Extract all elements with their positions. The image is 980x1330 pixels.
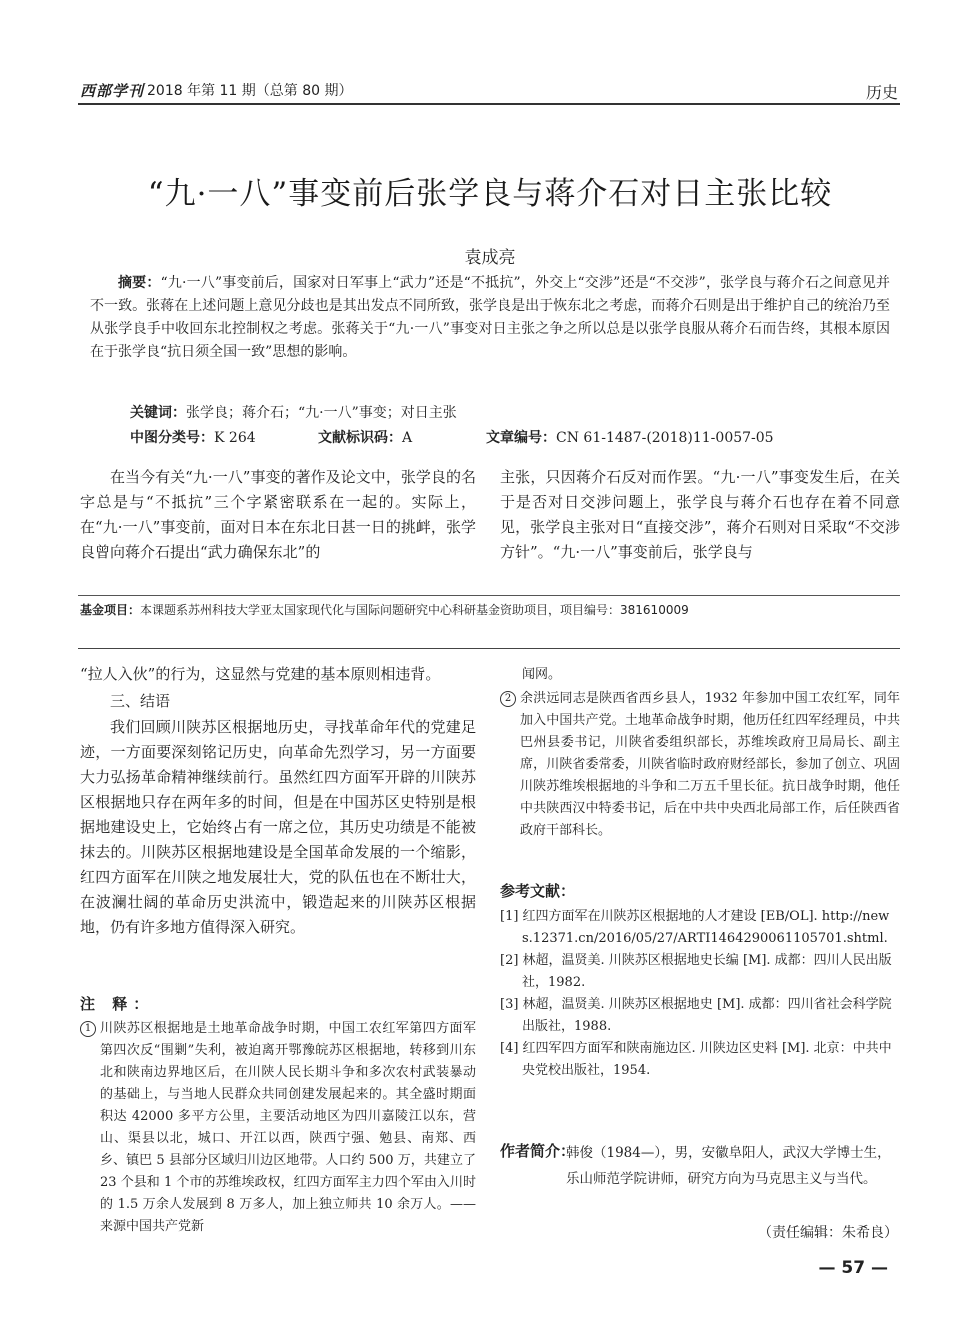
note-2-marker: 2 [500,691,516,707]
reference-item: [3] 林超，温贤美. 川陕苏区根据地史 [M]. 成都：四川省社会科学院出版社，1988. [500,997,892,1034]
reference-item: [1] 红四方面军在川陕苏区根据地的人才建设 [EB/OL]. http://news.12371.cn/2016/05/27/ARTI1464290061105701.shtml. [500,909,890,946]
author-bio-label: 作者简介： [500,1142,576,1160]
note-1 [80,1018,476,1238]
note-1-continued: 闻网。 [522,667,562,682]
reference-item: [2] 林超，温贤美. 川陕苏区根据地史长编 [M]. 成都：四川人民出版社，1982. [500,953,892,990]
keywords-label: 关键词： [130,405,186,421]
clc-value: K 264 [214,430,256,446]
fund-label: 基金项目： [80,603,141,617]
section-label: 历史 [865,83,898,102]
prev-paragraph: “拉人入伙”的行为，这显然与党建的基本原则相违背。 [80,665,441,683]
fund-rule [78,595,900,596]
clc-label: 中图分类号： [130,430,214,446]
abstract [90,272,890,364]
doc-code-label: 文献标识码： [318,430,402,446]
references-heading: 参考文献： [500,882,576,900]
article-no-label: 文章编号： [486,430,556,446]
responsible-editor: （责任编辑：朱希良） [758,1225,898,1241]
article-number [486,427,774,447]
clc-number [130,427,256,447]
section-divider [78,648,900,649]
abstract-label: 摘要： [118,275,161,291]
keywords [130,402,457,422]
notes-heading: 注 释： [80,995,155,1013]
fund-text: 本课题系苏州科技大学亚太国家现代化与国际问题研究中心科研基金资助项目，项目编号：381610009 [140,603,689,617]
article-no-value: CN 61-1487-(2018)11-0057-05 [556,430,774,446]
note-1-text: 川陕苏区根据地是土地革命战争时期，中国工农红军第四方面军第四次反“围剿”失利，被迫离开鄂豫皖苏区根据地，转移到川东北和陕南边界地区后，在川陕人民长期斗争和多次农村武装暴动的基础上，与当地人民群众共同创建发展起来的。其全盛时期面积达 42000 多平方公里，主要活动地区为四川嘉陵江以东，营山、渠县以北，城口、开江以西，陕西宁强、勉县、南郑、西乡、镇巴 5 县部分区域归川边区地带。人口约 500 万，共建立了 23 个县和 1 个市的苏维埃政权，红四方面军主力四个军由入川时的 1.5 万余人发展到 8 万多人，加上独立师共 10 余万人。——来源中国共产党新 [100,1021,476,1234]
reference-item: [4] 红四军四方面军和陕南施边区. 川陕边区史料 [M]. 北京：中共中央党校出版社，1954. [500,1041,892,1078]
fund-note [80,601,689,618]
note-2 [500,688,900,842]
document-code [318,427,412,447]
issue-info: 2018 年第 11 期（总第 80 期） [147,83,353,99]
conclusion-text: 我们回顾川陕苏区根据地历史，寻找革命年代的党建足迹，一方面要深刻铭记历史，向革命先烈学习，另一方面要大力弘扬革命精神继续前行。虽然红四方面军开辟的川陕苏区根据地只存在两年多的时间，但是在中国苏区史特别是根据地建设史上，它始终占有一席之位，其历史功绩是不能被抹去的。川陕苏区根据地建设是全国革命发展的一个缩影，红四方面军在川陕之地发展壮大，党的队伍也在不断壮大，在波澜壮阔的革命历史洪流中，锻造起来的川陕苏区根据地，仍有许多地方值得深入研究。 [80,718,476,936]
doc-code-value: A [402,430,413,446]
journal-logo: 西部学刊 [80,82,145,100]
abstract-text: “九·一八”事变前后，国家对日军事上“武力”还是“不抵抗”，外交上“交涉”还是“不交涉”，张学良与蒋介石之间意见并不一致。张蒋在上述问题上意见分歧也是其出发点不同所致，张学良是出于恢东北之考虑，而蒋介石则是出于维护自己的统治乃至从张学良手中收回东北控制权之考虑。张蒋关于“九·一八”事变对日主张之争之所以总是以张学良服从蒋介石而告终，其根本原因在于张学良“抗日须全国一致”思想的影响。 [90,275,890,360]
article-author: 袁成亮 [464,248,516,268]
body-right-column: 主张，只因蒋介石反对而作罢。“九·一八”事变发生后，在关于是否对日交涉问题上，张学良与蒋介石也存在着不同意见，张学良主张对日“直接交涉”，蒋介石则对日采取“不交涉方针”。“九·一八”事变前后，张学良与 [500,468,900,561]
conclusion-heading: 三、结语 [110,692,171,710]
page-number: — 57 — [818,1258,888,1278]
keywords-text: 张学良；蒋介石；“九·一八”事变；对日主张 [186,405,457,421]
note-1-marker: 1 [80,1021,96,1037]
body-left-column: 在当今有关“九·一八”事变的著作及论文中，张学良的名字总是与“不抵抗”三个字紧密联系在一起的。实际上，在“九·一八”事变前，面对日本在东北日甚一日的挑衅，张学良曾向蒋介石提出“武力确保东北”的 [80,468,476,561]
article-title: “九·一八”事变前后张学良与蒋介石对日主张比较 [147,176,833,212]
note-2-text: 余洪远同志是陕西省西乡县人，1932 年参加中国工农红军，同年加入中国共产党。土地革命战争时期，他历任红四军经理员，中共巴州县委书记，川陕省委组织部长，苏维埃政府卫局局长、副主席，川陕省委常委，川陕省临时政府财经部长，参加了创立、巩固川陕苏维埃根据地的斗争和二万五千里长征。抗日战争时期，他任中共陕西汉中特委书记，后在中共中央西北局部工作，后任陕西省政府干部科长。 [520,691,900,838]
author-bio: 韩俊（1984—），男，安徽阜阳人，武汉大学博士生，乐山师范学院讲师，研究方向为马克思主义与当代。 [566,1145,891,1187]
reference-list [500,906,900,1082]
header-rule [78,103,900,105]
